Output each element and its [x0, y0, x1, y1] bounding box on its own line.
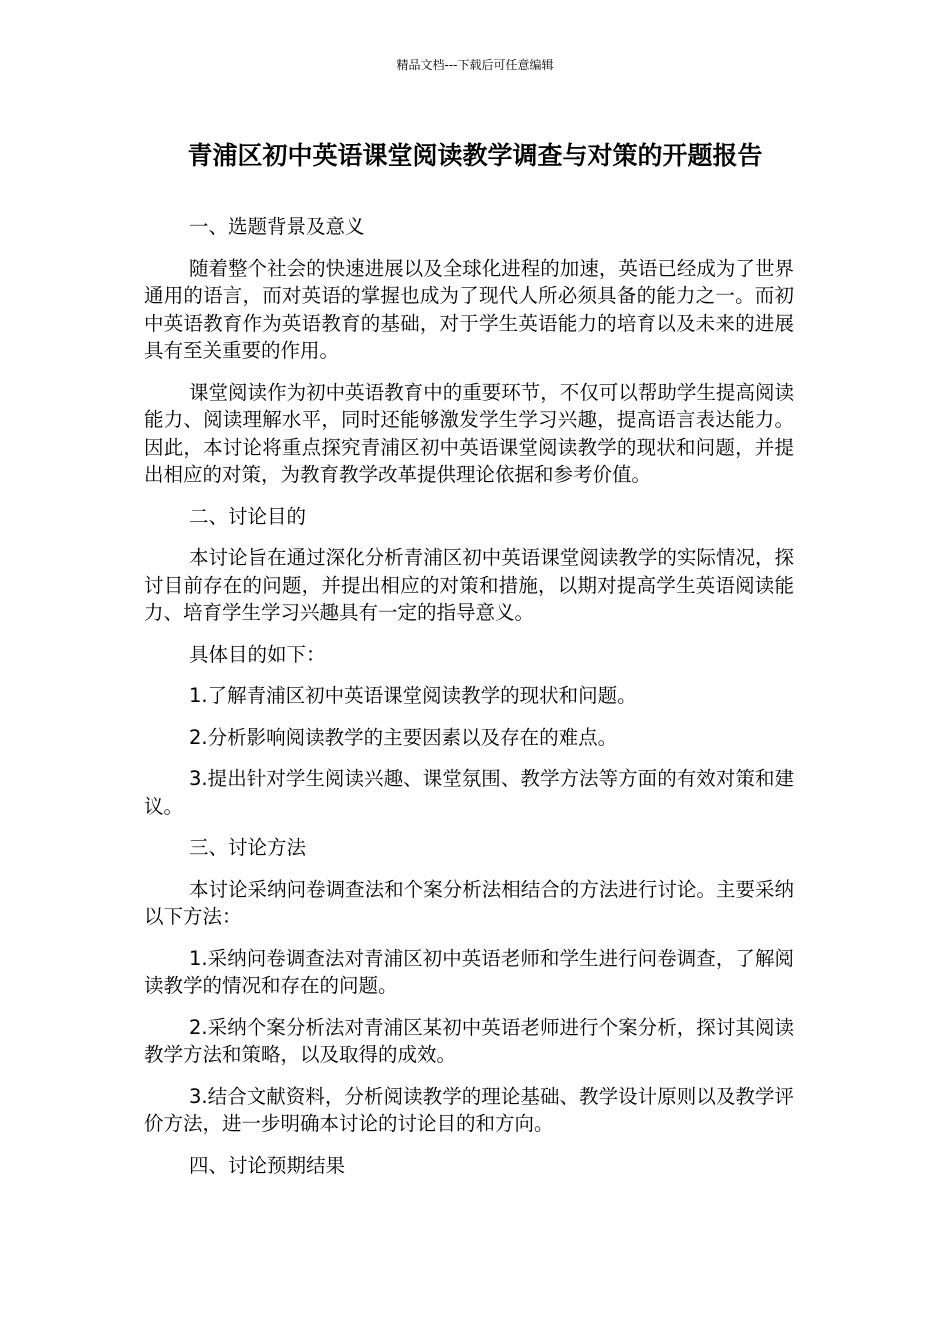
- document-body: [144, 213, 794, 1193]
- list-item-method-1: 1.采纳问卷调查法对青浦区初中英语老师和学生进行问卷调查，了解阅读教学的情况和存在的问题。: [144, 946, 794, 997]
- list-item-goal-3: 3.提出针对学生阅读兴趣、课堂氛围、教学方法等方面的有效对策和建议。: [144, 767, 794, 818]
- paragraph-method-intro: 本讨论采纳问卷调查法和个案分析法相结合的方法进行讨论。主要采纳以下方法：: [144, 877, 794, 928]
- paragraph-purpose: 本讨论旨在通过深化分析青浦区初中英语课堂阅读教学的实际情况，探讨目前存在的问题，并提出相应的对策和措施，以期对提高学生英语阅读能力、培育学生学习兴趣具有一定的指导意义。: [144, 546, 794, 624]
- section-heading-background: 一、选题背景及意义: [189, 215, 365, 238]
- page-header: 精品文档---下载后可任意编辑: [396, 58, 554, 72]
- section-heading-expected-results: 四、讨论预期结果: [189, 1153, 346, 1177]
- paragraph-specific-goals-intro: 具体目的如下：: [189, 642, 326, 666]
- list-item-method-2: 2.采纳个案分析法对青浦区某初中英语老师进行个案分析，探讨其阅读教学方法和策略，以及取得的成效。: [144, 1015, 794, 1066]
- document-title: 青浦区初中英语课堂阅读教学调查与对策的开题报告: [187, 141, 763, 170]
- list-item-goal-1: 1.了解青浦区初中英语课堂阅读教学的现状和问题。: [189, 684, 637, 707]
- paragraph-background: 随着整个社会的快速进展以及全球化进程的加速，英语已经成为了世界通用的语言，而对英语的掌握也成为了现代人所必须具备的能力之一。而初中英语教育作为英语教育的基础，对于学生英语能力的培育以及未来的进展具有至关重要的作用。: [144, 256, 794, 362]
- section-heading-purpose: 二、讨论目的: [189, 504, 307, 528]
- list-item-goal-2: 2.分析影响阅读教学的主要因素以及存在的难点。: [189, 725, 618, 749]
- list-item-method-3: 3.结合文献资料，分析阅读教学的理论基础、教学设计原则以及教学评价方法，进一步明确本讨论的讨论目的和方向。: [144, 1084, 794, 1135]
- section-heading-method: 三、讨论方法: [189, 836, 307, 859]
- paragraph-reading-importance: 课堂阅读作为初中英语教育中的重要环节，不仅可以帮助学生提高阅读能力、阅读理解水平，同时还能够激发学生学习兴趣，提高语言表达能力。因此，本讨论将重点探究青浦区初中英语课堂阅读教学的现状和问题，并提出相应的对策，为教育教学改革提供理论依据和参考价值。: [144, 380, 794, 486]
